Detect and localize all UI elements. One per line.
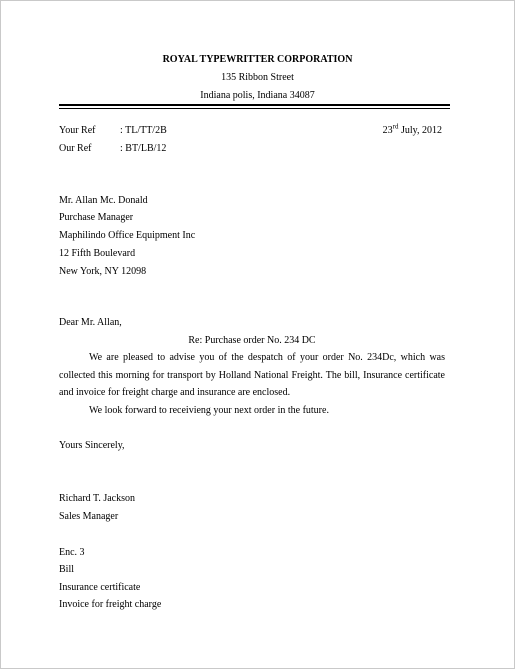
company-street: 135 Ribbon Street bbox=[221, 72, 294, 83]
body-paragraph-2: We look forward to receivieng your next order in the future. bbox=[89, 405, 329, 416]
date-rest: July, 2012 bbox=[398, 125, 442, 136]
subject-line: Re: Purchase order No. 234 DC bbox=[188, 335, 316, 346]
date-suffix: rd bbox=[392, 122, 399, 131]
recipient-address-line2: New York, NY 12098 bbox=[59, 266, 147, 277]
header-rule-thin bbox=[59, 108, 450, 109]
recipient-name: Mr. Allan Mc. Donald bbox=[59, 195, 148, 206]
your-ref-label: Your Ref bbox=[59, 125, 96, 136]
recipient-address-line1: 12 Fifth Boulevard bbox=[59, 248, 136, 259]
our-ref-label: Our Ref bbox=[59, 143, 92, 154]
enclosure-item: Invoice for freight charge bbox=[59, 599, 162, 610]
date-day: 23 bbox=[382, 125, 393, 136]
enclosure-item: Bill bbox=[59, 564, 75, 575]
recipient-company: Maphilindo Office Equipment Inc bbox=[59, 230, 196, 241]
signer-name: Richard T. Jackson bbox=[59, 493, 136, 504]
our-ref-value: : BT/LB/12 bbox=[120, 143, 167, 154]
enclosure-item: Insurance certificate bbox=[59, 582, 141, 593]
header-rule-thick bbox=[59, 104, 450, 106]
company-city: Indiana polis, Indiana 34087 bbox=[200, 90, 315, 101]
company-name: ROYAL TYPEWRITTER CORPORATION bbox=[162, 54, 353, 65]
recipient-title: Purchase Manager bbox=[59, 212, 134, 223]
salutation: Dear Mr. Allan, bbox=[59, 317, 122, 328]
enclosure-label: Enc. 3 bbox=[59, 547, 85, 558]
signer-title: Sales Manager bbox=[59, 511, 119, 522]
closing: Yours Sincerely, bbox=[59, 440, 125, 451]
letter-date bbox=[382, 122, 442, 137]
body-paragraph-1: We are pleased to advise you of the despatch of your order No. 234Dc, which was collected this morning for transport by Holland National Freight. The bill, Insurance certificate and invoice for freight charge and insurance are enclosed. bbox=[59, 352, 445, 398]
your-ref-value: : TL/TT/2B bbox=[120, 125, 167, 136]
